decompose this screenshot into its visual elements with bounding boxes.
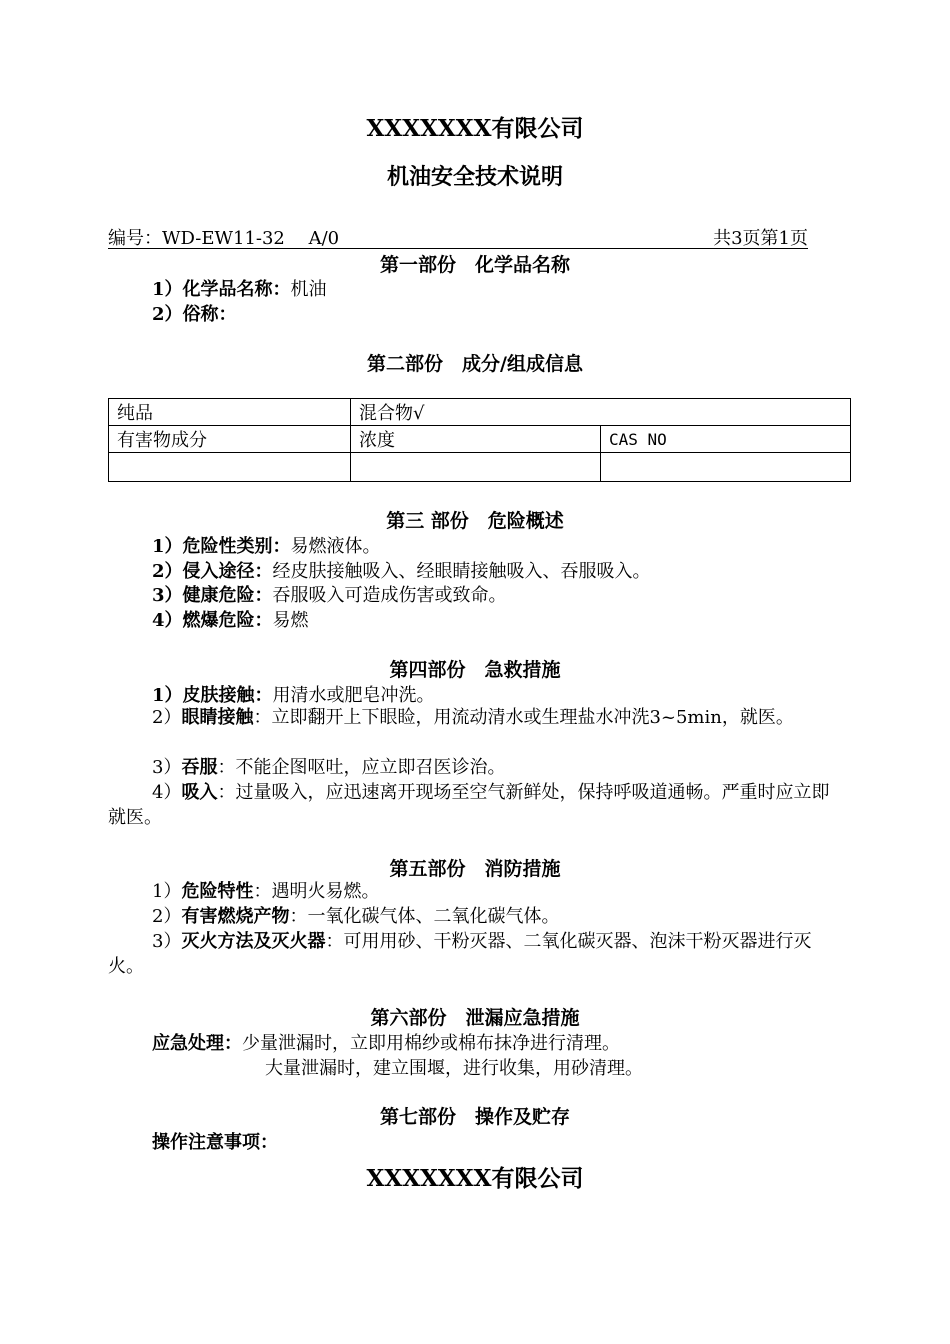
composition-table bbox=[108, 398, 851, 482]
document-info-bar bbox=[108, 224, 808, 249]
part5-item2-number: 2） bbox=[152, 906, 182, 927]
part6-text-line1: 少量泄漏时，立即用棉纱或棉布抹净进行清理。 bbox=[242, 1033, 620, 1054]
table-cell: 混合物√ bbox=[351, 399, 851, 426]
part5-item1-number: 1） bbox=[152, 881, 182, 902]
part3-item-value: 经皮肤接触吸入、经眼睛接触吸入、吞服吸入。 bbox=[272, 561, 651, 582]
company-name-footer: XXXXXXX有限公司 bbox=[366, 1165, 584, 1192]
part3-item-label: 2）侵入途径： bbox=[152, 561, 273, 582]
part4-item1-value: 用清水或肥皂冲洗。 bbox=[272, 685, 435, 706]
part6-label: 应急处理： bbox=[152, 1033, 242, 1054]
part3-item-value: 易燃液体。 bbox=[290, 536, 381, 557]
part3-item bbox=[152, 557, 651, 583]
part4-item2-number: 2） bbox=[152, 707, 182, 728]
part4-item4-label: 吸入 bbox=[181, 782, 218, 803]
table-cell bbox=[351, 453, 601, 482]
part5-heading: 第五部份 消防措施 bbox=[389, 858, 561, 880]
company-name-header: XXXXXXX有限公司 bbox=[366, 115, 584, 142]
part6-text-line2: 大量泄漏时，建立围堰，进行收集，用砂清理。 bbox=[265, 1058, 643, 1079]
part3-heading: 第三 部份 危险概述 bbox=[386, 510, 564, 532]
part1-heading: 第一部份 化学品名称 bbox=[379, 254, 570, 276]
part5-item2-label: 有害燃烧产物 bbox=[181, 906, 290, 927]
part6-heading: 第六部份 泄漏应急措施 bbox=[370, 1007, 580, 1029]
part3-item-label: 1）危险性类别： bbox=[152, 536, 291, 557]
part4-item4-number: 4） bbox=[152, 782, 182, 803]
part1-item1 bbox=[152, 275, 327, 301]
part7-heading: 第七部份 操作及贮存 bbox=[379, 1106, 570, 1128]
part5-item3 bbox=[108, 929, 843, 979]
part5-item1-value: ：遇明火易燃。 bbox=[253, 881, 380, 902]
part5-item2 bbox=[108, 904, 843, 929]
page-indicator: 共3页第1页 bbox=[713, 228, 808, 249]
part4-item1 bbox=[152, 681, 435, 707]
table-header-cell: CAS NO bbox=[601, 426, 851, 453]
table-header-cell: 浓度 bbox=[351, 426, 601, 453]
part1-item2-label: 2）俗称： bbox=[152, 304, 237, 325]
document-title: 机油安全技术说明 bbox=[386, 164, 563, 190]
part3-item bbox=[152, 581, 507, 607]
table-row bbox=[109, 426, 851, 453]
part4-item4-value: ：过量吸入，应迅速离开现场至空气新鲜处，保持呼吸道通畅。严重时应立即就医。 bbox=[108, 782, 830, 828]
part4-item3-value: ：不能企图呕吐，应立即召医诊治。 bbox=[217, 757, 506, 778]
table-header-cell: 有害物成分 bbox=[109, 426, 351, 453]
table-cell bbox=[601, 453, 851, 482]
part5-item2-value: ：一氧化碳气体、二氧化碳气体。 bbox=[289, 906, 560, 927]
part4-item3 bbox=[108, 755, 843, 780]
part6-line1 bbox=[152, 1029, 620, 1055]
part2-heading: 第二部份 成分/组成信息 bbox=[367, 353, 583, 375]
part1-item1-value: 机油 bbox=[290, 279, 327, 300]
part4-item2-label: 眼睛接触 bbox=[181, 707, 254, 728]
part4-item1-label: 1）皮肤接触： bbox=[152, 685, 273, 706]
part7-item bbox=[152, 1128, 278, 1154]
part4-item4 bbox=[108, 780, 843, 830]
part3-item bbox=[152, 606, 309, 632]
part5-item3-label: 灭火方法及灭火器 bbox=[181, 931, 326, 952]
part4-heading: 第四部份 急救措施 bbox=[389, 659, 561, 681]
part4-item3-number: 3） bbox=[152, 757, 182, 778]
part5-item3-value: ：可用用砂、干粉灭器、二氧化碳灭器、泡沫干粉灭器进行灭火。 bbox=[108, 931, 812, 977]
table-row bbox=[109, 399, 851, 426]
document-number: 编号：WD-EW11-32 A/0 bbox=[108, 228, 340, 249]
part5-item1-label: 危险特性 bbox=[181, 881, 254, 902]
part7-label: 操作注意事项： bbox=[152, 1132, 278, 1153]
table-cell bbox=[109, 453, 351, 482]
part1-item1-label: 1）化学品名称： bbox=[152, 279, 291, 300]
part3-item-value: 易燃 bbox=[272, 610, 309, 631]
part4-item2-value: ：立即翻开上下眼睑，用流动清水或生理盐水冲洗3~5min，就医。 bbox=[253, 707, 794, 728]
part3-item-value: 吞服吸入可造成伤害或致命。 bbox=[272, 585, 507, 606]
part4-item2 bbox=[108, 705, 843, 730]
part1-item2 bbox=[152, 300, 237, 326]
part5-item3-number: 3） bbox=[152, 931, 182, 952]
part3-item-label: 4）燃爆危险： bbox=[152, 610, 273, 631]
part4-item3-label: 吞服 bbox=[181, 757, 218, 778]
part5-item1 bbox=[108, 879, 843, 904]
part3-item bbox=[152, 532, 381, 558]
table-row bbox=[109, 453, 851, 482]
part3-item-label: 3）健康危险： bbox=[152, 585, 273, 606]
table-cell: 纯品 bbox=[109, 399, 351, 426]
